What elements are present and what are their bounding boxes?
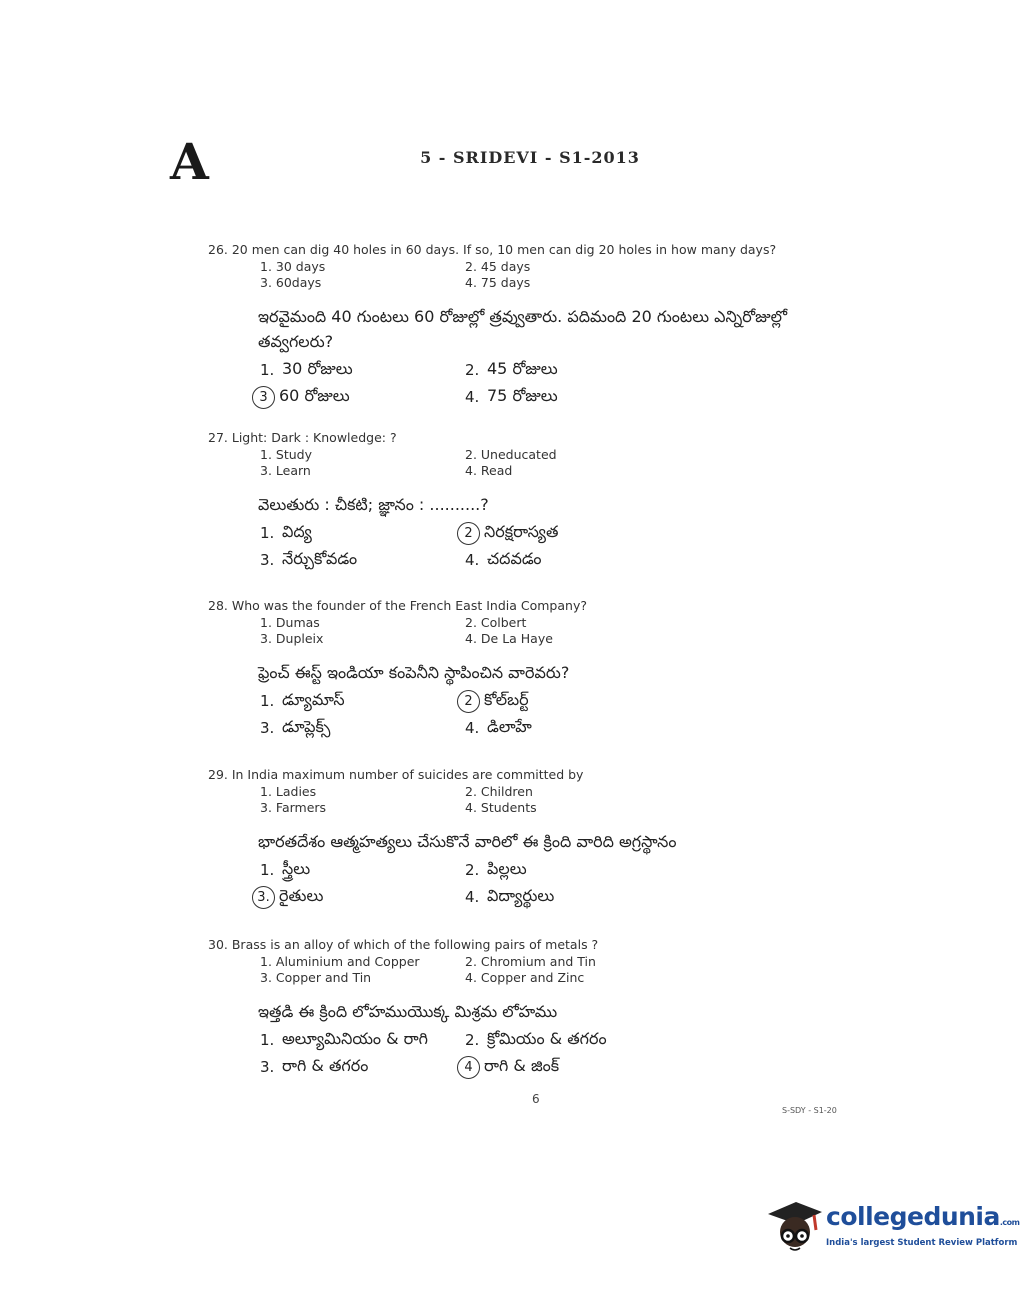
option-text: పిల్లలు bbox=[487, 858, 527, 878]
option-te bbox=[465, 885, 715, 909]
option-en: 3. Learn bbox=[260, 463, 311, 478]
options-en bbox=[260, 784, 848, 815]
question-30 bbox=[208, 937, 848, 1079]
logo-tagline: India's largest Student Review Platform bbox=[826, 1238, 1018, 1248]
option-te-answer bbox=[465, 689, 715, 713]
answer-circle-mark: 4 bbox=[457, 1056, 480, 1079]
option-number: 4. bbox=[465, 551, 480, 569]
question-26 bbox=[208, 242, 848, 409]
options-te bbox=[257, 858, 848, 909]
option-text: విద్య bbox=[282, 521, 312, 541]
option-en: 4. Read bbox=[465, 463, 513, 478]
option-text: స్త్రీలు bbox=[282, 858, 311, 878]
question-29 bbox=[208, 767, 848, 909]
option-te bbox=[260, 548, 465, 572]
logo-wordmark bbox=[826, 1202, 1020, 1231]
option-text: 45 రోజులు bbox=[487, 358, 558, 378]
option-en: 3. 60days bbox=[260, 275, 322, 290]
options-te bbox=[260, 1028, 848, 1079]
answer-circle-mark: 3 bbox=[252, 386, 275, 409]
option-number: 4. bbox=[465, 388, 480, 406]
question-text-te: ఇరవైమంది 40 గుంటలు 60 రోజుల్లో త్రవ్వుతారు. పదిమంది 20 గుంటలు ఎన్నిరోజుల్లో తవ్వగలరు? bbox=[258, 307, 788, 351]
logo-suffix: .com bbox=[999, 1218, 1020, 1227]
options-te bbox=[260, 358, 848, 409]
option-te bbox=[260, 716, 465, 740]
series-letter: A bbox=[170, 132, 209, 191]
options-te bbox=[260, 689, 848, 740]
option-en: 1. Dumas bbox=[260, 615, 320, 630]
option-number: 3. bbox=[260, 719, 275, 737]
option-en: 2. Chromium and Tin bbox=[465, 954, 596, 969]
option-te bbox=[260, 1055, 465, 1079]
option-te bbox=[465, 716, 715, 740]
options-te bbox=[260, 521, 848, 572]
option-te bbox=[260, 358, 465, 382]
option-en: 2. Colbert bbox=[465, 615, 527, 630]
option-text: చదవడం bbox=[487, 548, 542, 568]
answer-circle-mark: 2 bbox=[457, 690, 480, 713]
option-te bbox=[260, 858, 465, 882]
options-en bbox=[260, 615, 848, 646]
question-text-te: భారతదేశం ఆత్మహత్యలు చేసుకొనే వారిలో ఈ క్రింది వారిది అగ్రస్థానం bbox=[258, 832, 677, 851]
option-text: డ్యూమాస్ bbox=[282, 689, 345, 709]
answer-circle-mark: 3. bbox=[252, 886, 275, 909]
mascot-icon bbox=[766, 1196, 824, 1258]
option-text: 60 రోజులు bbox=[279, 385, 350, 405]
option-en: 2. Children bbox=[465, 784, 533, 799]
option-number: 1. bbox=[260, 861, 275, 879]
options-en bbox=[260, 447, 848, 478]
paper-title: 5 - SRIDEVI - S1-2013 bbox=[420, 148, 640, 167]
option-en: 4. Copper and Zinc bbox=[465, 970, 585, 985]
option-te bbox=[465, 858, 715, 882]
option-text: రాగి & తగరం bbox=[282, 1055, 369, 1075]
option-text: అల్యూమినియం & రాగి bbox=[282, 1028, 428, 1048]
option-number: 1. bbox=[260, 361, 275, 379]
option-text: డిలాహే bbox=[487, 716, 532, 736]
option-text: కోల్‌బర్ట్ bbox=[484, 689, 529, 709]
answer-circle-mark: 2 bbox=[457, 522, 480, 545]
question-28 bbox=[208, 598, 848, 740]
option-te bbox=[465, 385, 715, 409]
question-text-te: ఫ్రెంచ్ ఈస్ట్ ఇండియా కంపెనీని స్థాపించిన వారెవరు? bbox=[258, 663, 570, 682]
option-number: 1. bbox=[260, 692, 275, 710]
question-text-en: 29. In India maximum number of suicides are committed by bbox=[208, 767, 584, 782]
option-text: నిరక్షరాస్యత bbox=[484, 521, 559, 541]
option-text: 30 రోజులు bbox=[282, 358, 353, 378]
option-number: 2. bbox=[465, 361, 480, 379]
option-text: డూప్లెక్స్ bbox=[282, 716, 331, 736]
option-te-answer bbox=[260, 385, 465, 409]
option-en: 1. 30 days bbox=[260, 259, 326, 274]
option-number: 4. bbox=[465, 719, 480, 737]
logo-name: collegedunia bbox=[826, 1202, 1000, 1231]
option-en: 1. Study bbox=[260, 447, 312, 462]
question-27 bbox=[208, 430, 848, 572]
option-te bbox=[465, 1028, 715, 1052]
option-te-answer bbox=[465, 521, 715, 545]
question-text-en: 26. 20 men can dig 40 holes in 60 days. If so, 10 men can dig 20 holes in how many days? bbox=[208, 242, 777, 257]
page-number: 6 bbox=[532, 1092, 540, 1106]
option-te bbox=[260, 521, 465, 545]
question-text-te: వెలుతురు : చీకటి; జ్ఞానం : ..........? bbox=[258, 495, 489, 514]
option-number: 1. bbox=[260, 524, 275, 542]
option-en: 4. De La Haye bbox=[465, 631, 553, 646]
option-en: 3. Farmers bbox=[260, 800, 327, 815]
footer-code: S-SDY - S1-20 bbox=[782, 1106, 837, 1115]
option-number: 3. bbox=[260, 551, 275, 569]
option-number: 1. bbox=[260, 1031, 275, 1049]
option-en: 4. 75 days bbox=[465, 275, 531, 290]
option-text: క్రోమియం & తగరం bbox=[487, 1028, 607, 1048]
option-te bbox=[260, 689, 465, 713]
option-te bbox=[465, 358, 715, 382]
option-te-answer bbox=[465, 1055, 715, 1079]
question-text-en: 30. Brass is an alloy of which of the following pairs of metals ? bbox=[208, 937, 599, 952]
option-en: 2. Uneducated bbox=[465, 447, 557, 462]
option-te bbox=[260, 1028, 465, 1052]
option-en: 4. Students bbox=[465, 800, 537, 815]
question-text-en: 28. Who was the founder of the French East India Company? bbox=[208, 598, 587, 613]
options-en bbox=[260, 259, 848, 290]
options-en bbox=[260, 954, 848, 985]
option-text: రైతులు bbox=[279, 885, 324, 905]
option-en: 3. Copper and Tin bbox=[260, 970, 372, 985]
option-en: 1. Aluminium and Copper bbox=[260, 954, 420, 969]
option-text: నేర్చుకోవడం bbox=[282, 548, 358, 568]
option-en: 1. Ladies bbox=[260, 784, 317, 799]
option-number: 2. bbox=[465, 861, 480, 879]
option-text: రాగి & జింక్ bbox=[484, 1055, 560, 1075]
collegedunia-logo[interactable] bbox=[766, 1196, 1020, 1266]
option-number: 4. bbox=[465, 888, 480, 906]
option-en: 2. 45 days bbox=[465, 259, 531, 274]
option-text: 75 రోజులు bbox=[487, 385, 558, 405]
question-text-te: ఇత్తడి ఈ క్రింది లోహముయొక్క మిశ్రమ లోహము bbox=[258, 1002, 558, 1021]
option-en: 3. Dupleix bbox=[260, 631, 324, 646]
option-number: 3. bbox=[260, 1058, 275, 1076]
question-text-en: 27. Light: Dark : Knowledge: ? bbox=[208, 430, 397, 445]
option-te-answer bbox=[257, 885, 465, 909]
option-te bbox=[465, 548, 715, 572]
option-text: విద్యార్థులు bbox=[487, 885, 555, 905]
option-number: 2. bbox=[465, 1031, 480, 1049]
